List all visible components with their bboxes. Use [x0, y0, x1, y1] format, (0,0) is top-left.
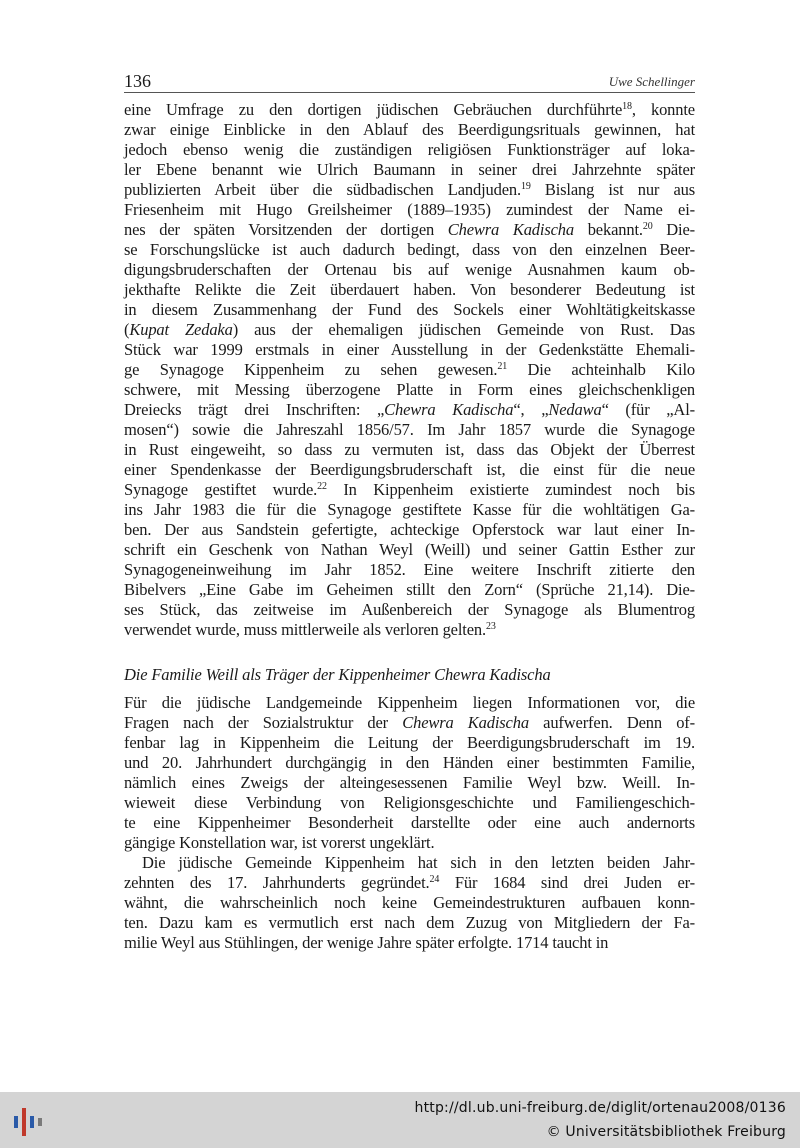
text-run: Synagogeneinweihung im Jahr 1852. Eine weitere Inschrift zitierte den [124, 560, 695, 579]
text-run: bekannt. [574, 220, 643, 239]
text-line [124, 380, 695, 400]
text-run: schrift ein Geschenk von Nathan Weyl (Weill) und seiner Gattin Esther zur [124, 540, 695, 559]
header-rule [124, 92, 695, 93]
text-run: “, „ [513, 400, 549, 419]
text-run: zehnten des 17. Jahrhunderts gegründet. [124, 873, 430, 892]
text-run: Stück war 1999 erstmals in einer Ausstellung in der Gedenkstätte Ehemali- [124, 340, 695, 359]
text-run: ) aus der ehemaligen jüdischen Gemeinde von Rust. Das [232, 320, 695, 339]
text-line [124, 460, 695, 480]
text-line [124, 733, 695, 753]
italic-term: Chewra Kadischa [447, 220, 574, 239]
text-run: Fragen nach der Sozialstruktur der [124, 713, 403, 732]
text-run: ( [124, 320, 130, 339]
text-line [124, 480, 695, 500]
text-line [124, 320, 695, 340]
footnote-reference: 19 [520, 181, 531, 192]
text-run: schwere, mit Messing überzogene Platte in Form eines gleichschenkligen [124, 380, 695, 399]
text-line [124, 753, 695, 773]
text-run: ben. Der aus Sandstein gefertigte, achteckige Opferstock war laut einer In- [124, 520, 695, 539]
text-line [124, 933, 695, 953]
text-run: fenbar lag in Kippenheim die Leitung der Beerdigungsbruderschaft im 19. [124, 733, 695, 752]
text-line [124, 520, 695, 540]
text-run: te eine Kippenheimer Besonderheit darstellte oder eine auch andernorts [124, 813, 695, 832]
text-line [124, 773, 695, 793]
text-line [124, 160, 695, 180]
text-line [124, 440, 695, 460]
main-text [124, 100, 695, 953]
text-run: “ (für „Al- [601, 400, 695, 419]
text-line [124, 400, 695, 420]
text-line [124, 600, 695, 620]
text-run: verwendet wurde, muss mittlerweile als verloren gelten. [124, 620, 486, 639]
text-run: in Rust eingeweiht, so dass zu vermuten ist, dass das Objekt der Überrest [124, 440, 695, 459]
text-run: nes der späten Vorsitzenden der dortigen [124, 220, 448, 239]
text-line [124, 693, 695, 713]
paragraph-3 [124, 853, 695, 953]
text-line [124, 220, 695, 240]
running-author: Uwe Schellinger [608, 74, 695, 89]
paragraph-1 [124, 100, 695, 640]
text-run: , konnte [631, 100, 695, 119]
text-run: und 20. Jahrhundert durchgängig in den Händen einer bestimmten Familie, [124, 753, 695, 772]
text-run: ler Ebene benannt wie Ulrich Baumann in seiner drei Jahrzehnte später [124, 160, 695, 179]
italic-term: Nedawa [548, 400, 602, 419]
text-run: aufwerfen. Denn of- [528, 713, 695, 732]
section-heading: Die Familie Weill als Träger der Kippenheimer Chewra Kadischa [124, 665, 551, 684]
text-run: ten. Dazu kam es vermutlich erst nach dem Zuzug von Mitgliedern der Fa- [124, 913, 695, 932]
text-line [124, 913, 695, 933]
text-line [124, 340, 695, 360]
text-run: Für 1684 sind drei Juden er- [439, 873, 695, 892]
footnote-reference: 23 [485, 621, 496, 632]
italic-term: Kupat Zedaka [129, 320, 233, 339]
text-line [124, 100, 695, 120]
text-line [124, 873, 695, 893]
text-line [124, 240, 695, 260]
page-number: 136 [124, 71, 151, 91]
text-line [124, 893, 695, 913]
italic-term: Chewra Kadischa [384, 400, 514, 419]
text-run: einer Spendenkasse der Beerdigungsbruderschaft ist, die einst für die neue [124, 460, 695, 479]
text-line [124, 853, 695, 873]
text-run: ses Stück, das zeitweise im Außenbereich der Synagoge als Blumentrog [124, 600, 695, 619]
text-run: publizierten Arbeit über die südbadischen Landjuden. [124, 180, 521, 199]
text-run: nämlich eines Zweigs der alteingesessenen Familie Weyl bzw. Weill. In- [124, 773, 695, 792]
text-run: Synagoge gestiftet wurde. [124, 480, 318, 499]
text-line [124, 580, 695, 600]
text-run: Die achteinhalb Kilo [507, 360, 695, 379]
text-run: Bibelvers „Eine Gabe im Geheimen stillt den Zorn“ (Sprüche 21,14). Die- [124, 580, 695, 599]
text-line [124, 713, 695, 733]
text-run: wieweit diese Verbindung von Religionsgeschichte und Familiengeschich- [124, 793, 695, 812]
text-run: Für die jüdische Landgemeinde Kippenheim liegen Informationen vor, die [124, 693, 695, 712]
text-run: Dreiecks trägt drei Inschriften: „ [124, 400, 385, 419]
text-line [124, 280, 695, 300]
footnote-reference: 21 [497, 361, 508, 372]
text-line [124, 793, 695, 813]
text-run: wähnt, die wahrscheinlich noch keine Gemeindestrukturen aufbauen konn- [124, 893, 695, 912]
section-spacer [124, 640, 695, 665]
footnote-reference: 20 [642, 221, 653, 232]
text-line [124, 300, 695, 320]
text-line [124, 120, 695, 140]
italic-term: Chewra Kadischa [402, 713, 529, 732]
text-run: ge Synagoge Kippenheim zu sehen gewesen. [124, 360, 498, 379]
text-line [124, 360, 695, 380]
text-run: jedoch ebenso wenig die zuständigen religiösen Funktionsträger auf loka- [124, 140, 695, 159]
text-run: Die- [652, 220, 696, 239]
text-line [124, 560, 695, 580]
copyright-notice: © Universitätsbibliothek Freiburg [546, 1124, 786, 1140]
text-run: zwar einige Einblicke in den Ablauf des Beerdigungsrituals gewinnen, hat [124, 120, 695, 139]
text-line [124, 833, 695, 853]
text-run: jekthafte Relikte die Zeit überdauert haben. Von besonderer Bedeutung ist [124, 280, 695, 299]
text-line [124, 420, 695, 440]
text-run: eine Umfrage zu den dortigen jüdischen Gebräuchen durchführte [124, 100, 623, 119]
text-run: milie Weyl aus Stühlingen, der wenige Jahre später erfolgte. 1714 taucht in [124, 933, 609, 952]
text-run: digungsbruderschaften der Ortenau bis auf wenige Ausnahmen kaum ob- [124, 260, 695, 279]
text-run: ins Jahr 1983 die für die Synagoge gestiftete Kasse für die wohltätigen Ga- [124, 500, 695, 519]
text-run: in diesem Zusammenhang der Fund des Sockels einer Wohltätigkeitskasse [124, 300, 695, 319]
text-run: se Forschungslücke ist auch dadurch bedingt, dass von den einzelnen Beer- [124, 240, 695, 259]
text-run: mosen“) sowie die Jahreszahl 1856/57. Im Jahr 1857 wurde die Synagoge [124, 420, 695, 439]
text-run: gängige Konstellation war, ist vorerst ungeklärt. [124, 833, 435, 852]
footnote-reference: 24 [429, 874, 440, 885]
footnote-reference: 18 [622, 101, 632, 112]
library-logo-icon [10, 1102, 46, 1138]
text-line [124, 140, 695, 160]
text-line [124, 200, 695, 220]
text-line [124, 500, 695, 520]
text-run: In Kippenheim existierte zumindest noch bis [326, 480, 695, 499]
source-url-link[interactable]: http://dl.ub.uni-freiburg.de/diglit/ortenau2008/0136 [414, 1100, 786, 1116]
footnote-reference: 22 [317, 481, 327, 492]
text-line [124, 813, 695, 833]
text-line [124, 540, 695, 560]
text-line [124, 180, 695, 200]
footer-bar [0, 1092, 800, 1148]
text-line [124, 260, 695, 280]
text-line [124, 620, 695, 640]
running-header [124, 70, 695, 92]
text-run: Bislang ist nur aus [530, 180, 695, 199]
text-run: Die jüdische Gemeinde Kippenheim hat sich in den letzten beiden Jahr- [142, 853, 695, 872]
text-run: Friesenheim mit Hugo Greilsheimer (1889–1935) zumindest der Name ei- [124, 200, 695, 219]
paragraph-2 [124, 693, 695, 853]
